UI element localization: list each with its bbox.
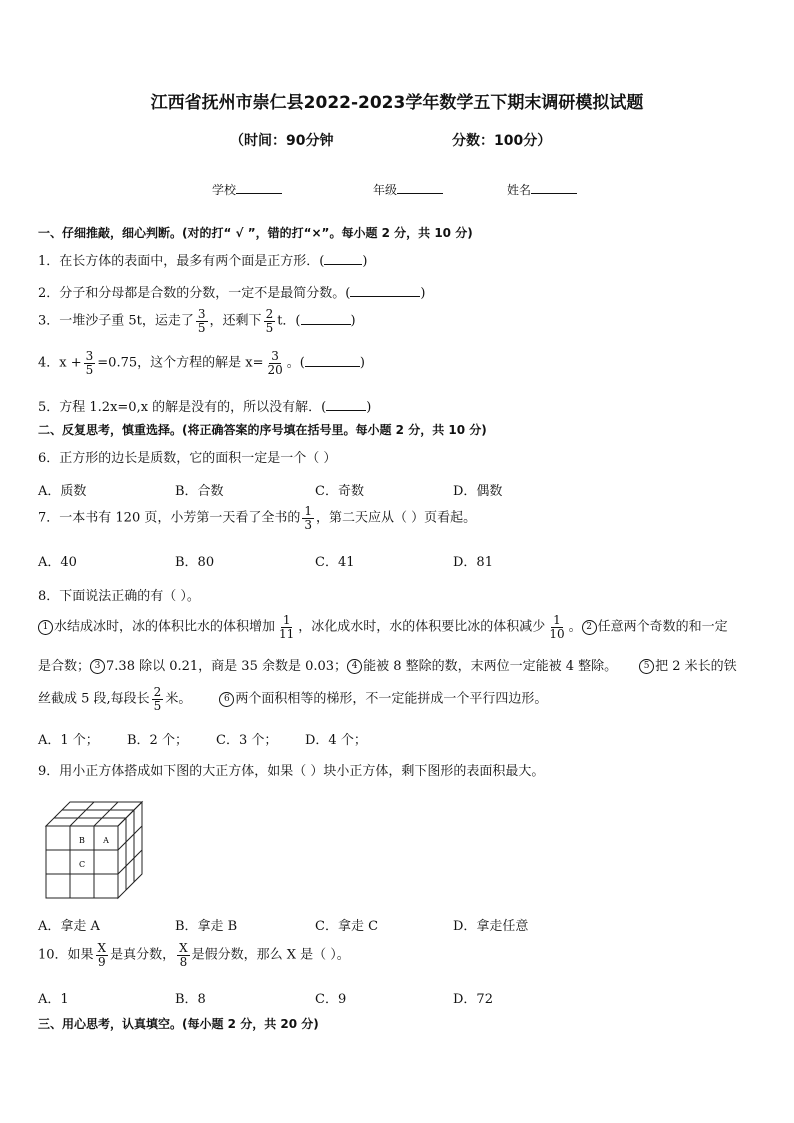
page-title: 江西省抚州市崇仁县2022-2023学年数学五下期末调研模拟试题 <box>150 93 644 113</box>
fraction: $\frac{X}{8}$ <box>179 941 188 969</box>
option-8d[interactable]: D．4 个； <box>305 733 367 748</box>
question-8: 8．下面说法正确的有（ ）。 <box>38 589 200 604</box>
school-label: 学校 <box>212 183 237 197</box>
question-10: 10．如果 $\frac{X}{9}$ 是真分数， $\frac{X}{8}$ 是假分数，那么 X 是（ ）。 <box>38 941 350 969</box>
option-7a[interactable]: A．40 <box>38 555 77 570</box>
question-9: 9．用小正方体搭成如下图的大正方体，如果（ ）块小正方体，剩下图形的表面积最大。 <box>38 764 545 779</box>
option-7b[interactable]: B．80 <box>175 555 215 570</box>
fraction: $\frac{X}{9}$ <box>97 941 107 969</box>
section-2-heading: 二、反复思考，慎重选择。(将正确答案的序号填在括号里。每小题 2 分，共 10 分) <box>38 423 487 437</box>
question-7: 7．一本书有 120 页，小芳第一天看了全书的 $\frac{1}{3}$ ，第二天应从（ ）页看起。 <box>38 504 477 532</box>
answer-blank-5[interactable] <box>326 399 366 411</box>
fraction: $\frac{3}{5}$ <box>85 349 94 377</box>
option-10b[interactable]: B．8 <box>175 992 206 1007</box>
answer-blank-4[interactable] <box>305 355 360 367</box>
question-2: 2．分子和分母都是合数的分数，一定不是最简分数。( ) <box>38 286 426 301</box>
option-8a[interactable]: A．1 个； <box>38 733 99 748</box>
cube-label-b: B <box>79 836 85 845</box>
option-6a[interactable]: A．质数 <box>38 484 87 499</box>
question-6: 6．正方形的边长是质数，它的面积一定是一个（ ） <box>38 451 337 466</box>
option-10c[interactable]: C．9 <box>315 992 347 1007</box>
fraction: $\frac{2}{5}$ <box>265 307 274 335</box>
option-10a[interactable]: A．1 <box>38 992 69 1007</box>
option-8b[interactable]: B．2 个； <box>127 733 188 748</box>
cube-diagram <box>42 798 148 900</box>
section-3-heading: 三、用心思考，认真填空。(每小题 2 分，共 20 分) <box>38 1017 319 1031</box>
fraction: $\frac{3}{20}$ <box>267 349 283 377</box>
fraction: $\frac{3}{5}$ <box>197 307 206 335</box>
score-label: 分数：100分） <box>452 133 552 149</box>
question-3: 3．一堆沙子重 5t，运走了 $\frac{3}{5}$ ，还剩下 $\frac{2}{5}$ t．( ) <box>38 307 356 335</box>
fraction: $\frac{2}{5}$ <box>153 685 162 713</box>
option-6d[interactable]: D．偶数 <box>453 484 503 499</box>
question-4: 4．x + $\frac{3}{5}$ =0.75，这个方程的解是 x= $\frac{3}{20}$ 。( ) <box>38 349 365 377</box>
option-9a[interactable]: A．拿走 A <box>38 919 100 934</box>
grade-label: 年级 <box>373 183 398 197</box>
answer-blank-1[interactable] <box>324 253 362 265</box>
question-8-line-2: 是合数； 3 7.38 除以 0.21，商是 35 余数是 0.03； 4 能被 8 整除的数，末两位一定能被 4 整除。 5 把 2 米长的铁 <box>38 659 737 674</box>
option-8c[interactable]: C．3 个； <box>216 733 278 748</box>
option-6b[interactable]: B．合数 <box>175 484 224 499</box>
name-blank[interactable] <box>531 181 577 194</box>
name-label: 姓名 <box>507 183 532 197</box>
option-10d[interactable]: D．72 <box>453 992 493 1007</box>
circled-number: 2 <box>582 620 597 635</box>
fraction: $\frac{1}{10}$ <box>549 613 565 641</box>
circled-number: 5 <box>639 659 654 674</box>
grade-field[interactable] <box>373 181 443 198</box>
school-field[interactable] <box>212 181 282 198</box>
option-7d[interactable]: D．81 <box>453 555 493 570</box>
option-9c[interactable]: C．拿走 C <box>315 919 379 934</box>
question-8-line-1: 1 水结成冰时，冰的体积比水的体积增加 $\frac{1}{11}$ ，冰化成水时，水的体积要比冰的体积减少 $\frac{1}{10}$ 。 2 任意两个奇数的和一定 <box>38 614 728 640</box>
time-label: （时间：90分钟 <box>230 133 334 149</box>
cube-label-a: A <box>103 836 109 845</box>
cube-label-c: C <box>78 860 86 869</box>
name-field[interactable] <box>507 181 577 198</box>
circled-number: 1 <box>38 620 53 635</box>
answer-blank-3[interactable] <box>301 313 351 325</box>
circled-number: 3 <box>90 659 105 674</box>
option-9d[interactable]: D．拿走任意 <box>453 919 529 934</box>
circled-number: 6 <box>219 692 234 707</box>
question-8-line-3: 丝截成 5 段,每段长 $\frac{2}{5}$ 米。 6 两个面积相等的梯形，不一定能拼成一个平行四边形。 <box>38 685 548 713</box>
question-5: 5．方程 1.2x=0,x 的解是没有的，所以没有解．( ) <box>38 400 372 415</box>
option-9b[interactable]: B．拿走 B <box>175 919 238 934</box>
school-blank[interactable] <box>236 181 282 194</box>
section-1-heading: 一、仔细推敲，细心判断。(对的打“ √ ”，错的打“×”。每小题 2 分，共 10 分) <box>38 226 473 240</box>
option-6c[interactable]: C．奇数 <box>315 484 364 499</box>
question-1: 1．在长方体的表面中，最多有两个面是正方形．( ) <box>38 254 368 269</box>
grade-blank[interactable] <box>397 181 443 194</box>
answer-blank-2[interactable] <box>350 285 420 297</box>
option-7c[interactable]: C．41 <box>315 555 355 570</box>
circled-number: 4 <box>347 659 362 674</box>
fraction: $\frac{1}{3}$ <box>304 504 312 532</box>
fraction: $\frac{1}{11}$ <box>279 613 295 641</box>
